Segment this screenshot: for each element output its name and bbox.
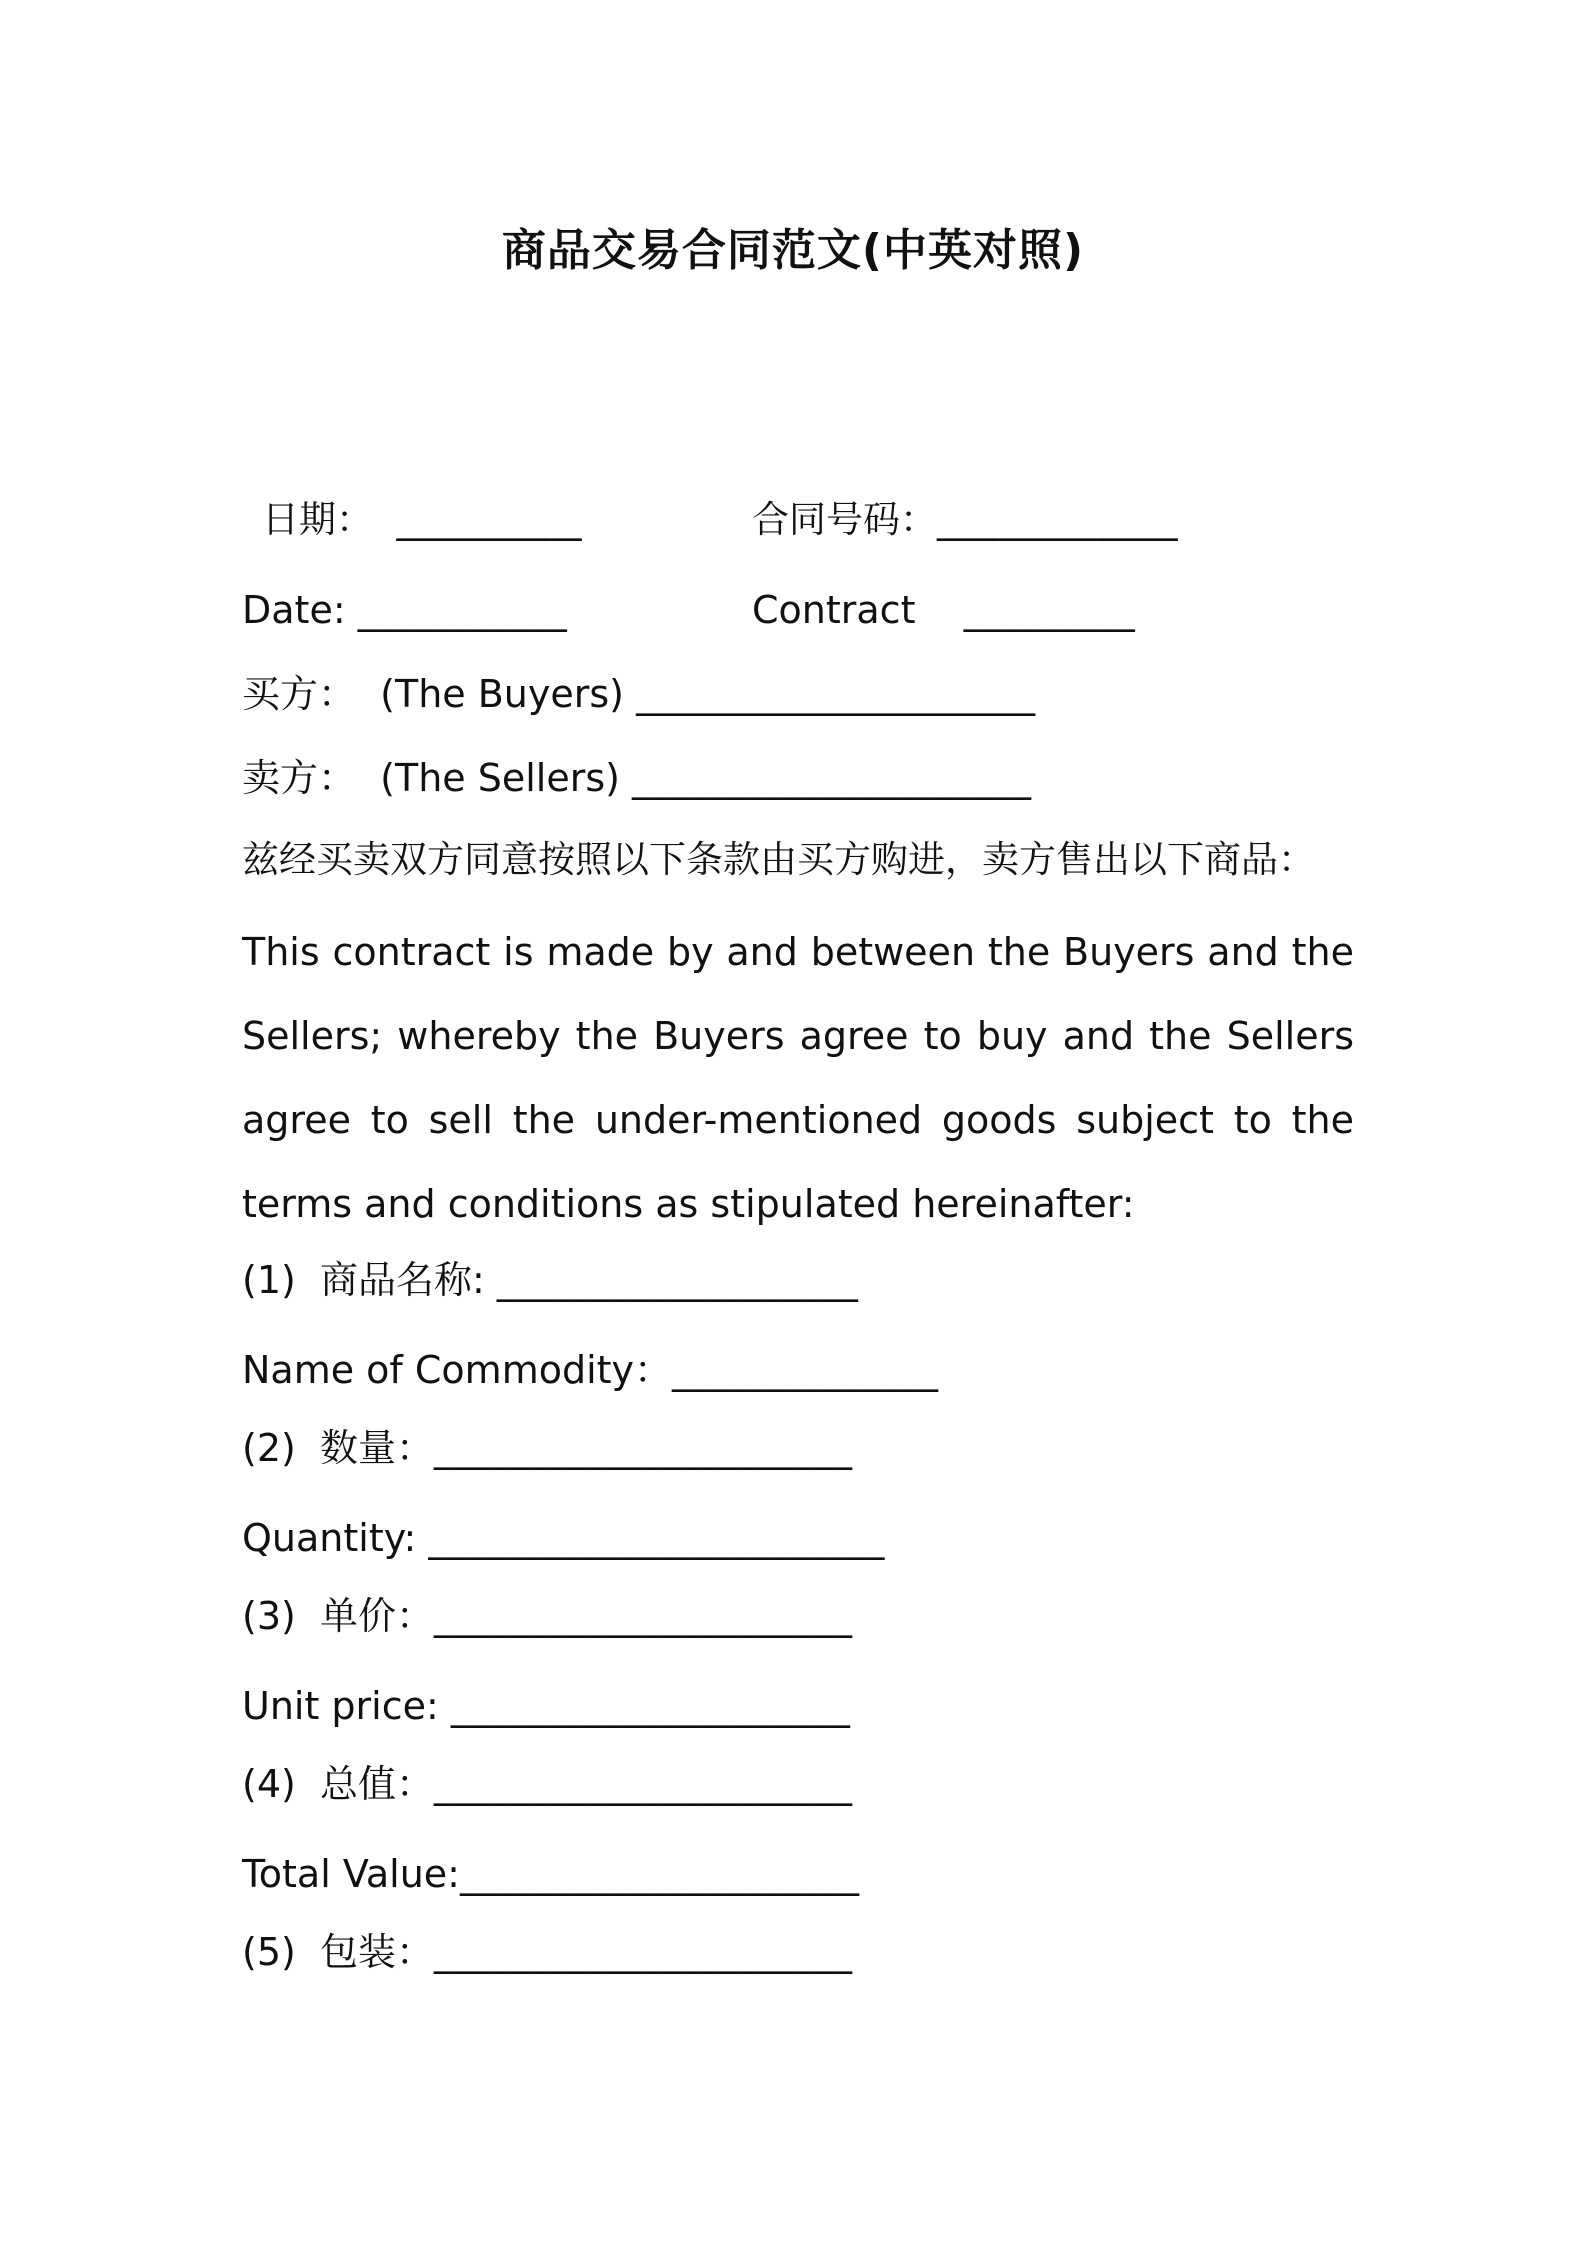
date-en-field: Date: ___________ (242, 588, 567, 632)
contract-en-field: Contract _________ (752, 588, 1135, 632)
item-4-en: Total Value:_____________________ (242, 1852, 859, 1896)
item-4-cn: (4) 总值：______________________ (242, 1762, 852, 1806)
item-3-en: Unit price: _____________________ (242, 1684, 850, 1728)
document-title: 商品交易合同范文(中英对照) (501, 225, 1085, 276)
item-1-en: Name of Commodity：______________ (242, 1348, 939, 1392)
item-1-cn: (1) 商品名称: ___________________ (242, 1258, 858, 1302)
intro-cn: 兹经买卖双方同意按照以下条款由买方购进，卖方售出以下商品： (242, 838, 1315, 881)
item-2-cn: (2) 数量：______________________ (242, 1426, 852, 1470)
seller-field: 卖方： (The Sellers) _____________________ (242, 756, 1032, 800)
item-3-cn: (3) 单价：______________________ (242, 1594, 852, 1638)
item-5-cn: (5) 包装：______________________ (242, 1930, 852, 1974)
date-cn-field: 日期： __________ (262, 498, 582, 541)
intro-en: This contract is made by and between the Buyers and the Sellers; whereby the Buyers agree to buy and the Sellers agree to sell the under-mentioned goods subject to the terms and conditions as stipulated hereinafter: (242, 930, 1354, 1226)
contract-number-cn-field: 合同号码：_____________ (752, 498, 1178, 541)
item-2-en: Quantity: ________________________ (242, 1516, 885, 1560)
buyer-field: 买方： (The Buyers) _____________________ (242, 672, 1036, 716)
